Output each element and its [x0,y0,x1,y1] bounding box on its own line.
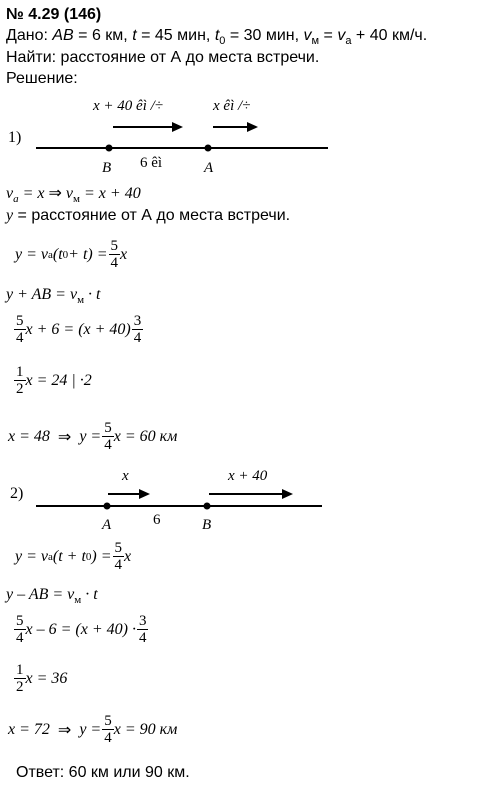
part2-point-b [204,503,211,510]
vm-variable: v [303,27,312,44]
fraction-den: 4 [16,330,24,346]
part1-arrow-left-head [172,122,183,132]
t0-value: = 30 мин, [225,27,300,44]
fraction [14,364,26,397]
fraction [14,313,26,346]
fraction-den: 4 [104,730,112,746]
eq1-x: x [124,547,132,565]
part2-eq1: y = v а (t + t 0 ) = $\frac{5}{4}$ x [15,540,132,573]
eq-va-symbol: v [6,185,14,202]
part1-eq-speeds [6,184,141,206]
y-variable: y [6,207,14,224]
part1-arrow-right-label: x êì /÷ [213,98,251,114]
eq4-rest: x = 36 [25,669,68,687]
fraction-den: 4 [110,255,119,271]
fraction-num: 1 [16,364,24,380]
eq5-rest: x = 24 | ·2 [25,371,92,389]
implies-arrow: ⇒ [57,721,72,739]
problem-title: № 4.29 (146) [6,6,102,23]
t0-subscript: 0 [219,35,226,48]
eq-vm-value: = x + 40 [80,185,141,202]
fraction-num: 5 [16,613,24,629]
v-relation-tail: + 40 км/ч. [351,27,428,44]
eq2-left: y = v [15,245,48,263]
part2-point-a [104,503,111,510]
eq3-subscript: м [77,294,85,307]
result-value: x = 90 км [113,720,178,738]
fraction [102,713,114,746]
ab-variable: AB [52,27,74,44]
part1-eq2: y = v а (t 0 + t) = $\frac{5}{4}$ x [15,238,128,271]
eq1-left: y = v [15,547,48,565]
implies-arrow: ⇒ [57,428,72,446]
eq3-tail: · t [84,286,101,303]
fraction-den: 4 [138,630,147,646]
fraction-den: 4 [16,630,24,646]
part1-result [8,420,177,453]
part1-arrow-right-head [247,122,258,132]
fraction-den: 4 [114,557,123,573]
ab-value: = 6 км, [73,27,128,44]
result-y: y = [79,427,102,445]
find-line: Найти: расстояние от А до места встречи. [6,49,320,66]
given-line: Дано: AB = 6 км, t = 45 мин, $t_0 = 30$ мин, $v_м = v_а + 40$ км/ч. [6,27,428,48]
fraction-num: 5 [114,540,123,556]
part2-arrow-right-head [282,489,293,499]
va-subscript: а [345,35,352,48]
eq1-paren: (t + t [52,547,86,565]
fraction [113,540,125,573]
implies-arrow: ⇒ [48,185,62,202]
y-definition-text: = расстояние от А до места встречи. [13,207,291,224]
eq2-x: x [120,245,128,263]
fraction-num: 5 [104,420,112,436]
result-x: x = 48 [8,427,50,445]
part1-arrow-left-label: x + 40 êì /÷ [93,98,164,114]
t-value: = 45 мин, [136,27,211,44]
given-prefix: Дано: [6,27,48,44]
fraction-num: 5 [110,238,119,254]
part2-distance-label: 6 [153,512,161,528]
part2-label: 2) [10,485,24,502]
part1-point-a [205,145,212,152]
part2-point-b-label: B [202,517,212,533]
eq2-tail: · t [81,586,98,603]
eq-va-subscript: a [13,193,19,206]
fraction [132,313,144,346]
result-value: x = 60 км [113,427,178,445]
fraction [137,613,149,646]
fraction-num: 1 [16,662,24,678]
part1-label: 1) [8,129,22,146]
solution-label: Решение: [6,70,78,87]
part2-eq2 [6,585,98,607]
eq3-mid: x – 6 = (x + 40) · [25,620,136,638]
part1-eq3 [6,285,101,307]
fraction-den: 4 [104,437,112,453]
fraction-den: 2 [16,381,24,397]
part2-eq4 [13,662,67,695]
eq2-subscript: м [74,594,82,607]
result-y: y = [79,720,102,738]
eq-vm-subscript: м [73,193,80,206]
vm-subscript: м [311,35,320,48]
answer-line: Ответ: 60 км или 90 км. [16,764,190,781]
part1-eq4 [13,313,143,346]
eq4-mid: x + 6 = (x + 40) [25,320,131,338]
t-variable: t [132,27,137,44]
part1-point-b-label: B [102,160,112,176]
part1-y-definition [6,206,290,225]
part1-eq5 [13,364,92,397]
fraction-den: 2 [16,679,24,695]
part2-arrow-left-label: x [122,468,129,484]
part1-point-b [106,145,113,152]
result-x: x = 72 [8,720,50,738]
fraction [109,238,121,271]
eq-vm-symbol: v [65,185,74,202]
fraction-den: 4 [133,330,142,346]
va-variable: v [337,27,346,44]
t0-variable: t [214,27,220,44]
fraction [14,613,26,646]
fraction-num: 3 [133,313,142,329]
part1-diagram [0,92,492,182]
part2-diagram [0,460,492,533]
part2-arrow-left-head [139,489,150,499]
part1-distance-label: 6 êì [140,155,163,171]
part2-arrow-right-label: x + 40 [228,468,268,484]
part2-result [8,713,177,746]
part2-point-a-label: A [102,517,112,533]
part2-eq3 [13,613,148,646]
fraction-num: 5 [104,713,112,729]
eq1-rest: ) = [91,547,112,565]
eq2-rest: + t) = [68,245,108,263]
part1-point-a-label: A [204,160,214,176]
eq2-text: y – AB = v [6,586,75,603]
eq-va-value: = x [18,185,49,202]
fraction [102,420,114,453]
fraction [14,662,26,695]
fraction-num: 3 [138,613,147,629]
fraction-num: 5 [16,313,24,329]
eq2-paren: (t [52,245,63,263]
eq3-text: y + AB = v [6,286,78,303]
